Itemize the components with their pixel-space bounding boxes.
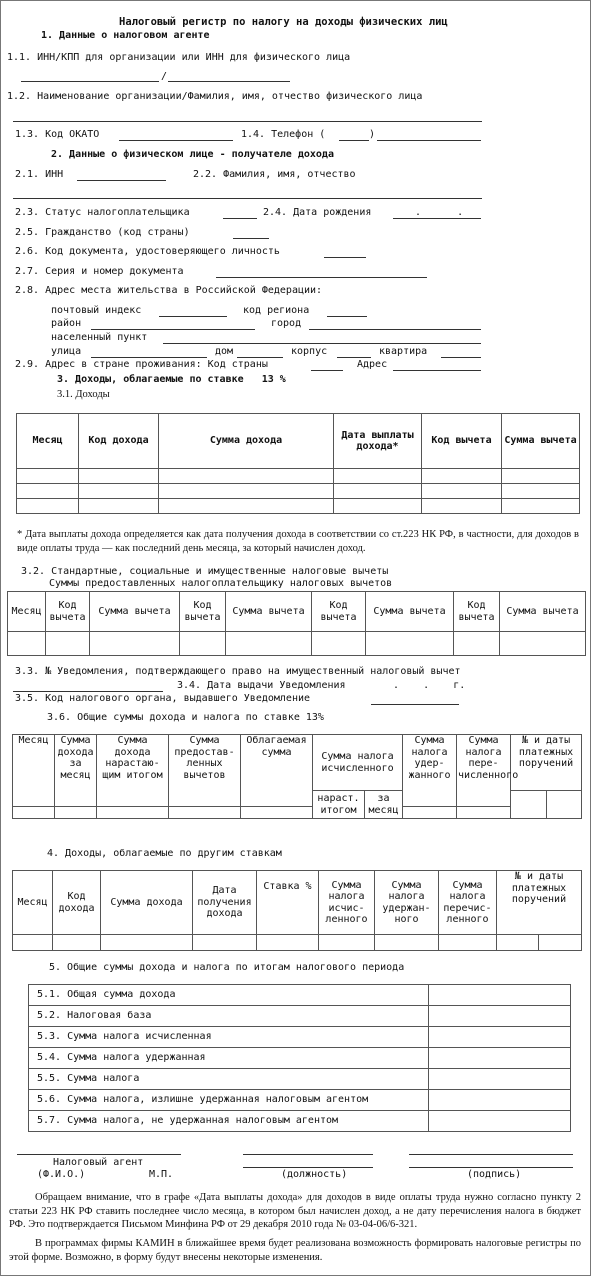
payment-date-footnote: * Дата выплаты дохода определяется как дата получения дохода в соответствии со ст.223 НК РФ, в частности, для доходов в виде оплаты труда — как последний день месяца, за который начислен доход.	[17, 529, 579, 554]
okato-input-line[interactable]	[119, 140, 233, 141]
col-deduction-sum: Сумма вычета	[502, 414, 580, 469]
col-deduction-sum: Сумма вычета	[226, 592, 312, 632]
table-row	[8, 632, 586, 656]
col-deduction-sum: Сумма вычета	[90, 592, 180, 632]
doc-code-input-line[interactable]	[324, 257, 366, 258]
section-1-heading: 1. Данные о налоговом агенте	[41, 30, 210, 41]
notification-date-dots: . . г.	[393, 680, 466, 691]
phone-input-line[interactable]	[377, 140, 481, 141]
row-total-income: 5.1. Общая сумма дохода	[29, 985, 429, 1006]
col-deduction-code: Код вычета	[312, 592, 366, 632]
table-row	[17, 469, 580, 484]
deductions-table	[7, 591, 586, 656]
col-cumulative-tax: нараст. итогом	[313, 791, 365, 819]
table-row	[17, 484, 580, 499]
field-1-2-label: 1.2. Наименование организации/Фамилия, имя, отчество физического лица	[7, 91, 423, 102]
col-income-sum: Сумма дохода	[101, 871, 193, 935]
field-2-3-label: 2.3. Статус налогоплательщика	[15, 207, 190, 218]
col-payment-orders: № и даты платежных поручений	[497, 871, 582, 935]
col-deduction-code: Код вычета	[454, 592, 500, 632]
row-withheld-tax: 5.4. Сумма налога удержанная	[29, 1048, 429, 1069]
postal-code-label: почтовый индекс	[51, 305, 142, 316]
table-row	[17, 499, 580, 514]
col-payment-date: Дата выплаты дохода*	[334, 414, 422, 469]
field-2-9-label: 2.9. Адрес в стране проживания: Код страны	[15, 359, 268, 370]
signature-caption: (подпись)	[467, 1169, 522, 1180]
col-income-code: Код дохода	[53, 871, 101, 935]
field-2-7-label: 2.7. Серия и номер документа	[15, 266, 184, 277]
col-deduction-sum: Сумма вычета	[366, 592, 454, 632]
col-cumulative-income: Сумма дохода нарастаю-щим итогом	[97, 735, 169, 807]
note-payment-date: Обращаем внимание, что в графе «Дата выплаты дохода» для доходов в виде оплаты труда нужно согласно пункту 2 статьи 223 НК РФ ставить последнее число месяца, в котором был начислен доход, а не дату перечисления налога в бюджет РФ. Это подтверждается Письмом Минфина РФ от 29 декабря 2010 года № 03-04-06/6-321.	[9, 1192, 581, 1231]
table-row	[13, 807, 582, 819]
notification-number-line[interactable]	[13, 691, 163, 692]
field-1-1-label: 1.1. ИНН/КПП для организации или ИНН для физического лица	[7, 52, 351, 63]
street-line[interactable]	[91, 357, 207, 358]
table-row	[29, 1069, 571, 1090]
agent-label: Налоговый агент	[53, 1157, 144, 1168]
col-receipt-date: Дата получения дохода	[193, 871, 257, 935]
tax-authority-code-line[interactable]	[371, 704, 459, 705]
period-totals-table	[28, 984, 571, 1132]
inn-input-line[interactable]	[21, 81, 159, 82]
col-withheld-tax: Сумма налога удержан-ного	[375, 871, 439, 935]
foreign-address-line[interactable]	[393, 370, 481, 371]
col-payment-orders: № и даты платежных поручений	[511, 735, 582, 791]
section-3-2-sublabel: Суммы предоставленных налогоплательщику налоговых вычетов	[49, 578, 393, 589]
street-label: улица	[51, 346, 82, 357]
section-3-4-label: 3.4. Дата выдачи Уведомления	[177, 680, 346, 691]
row-not-withheld-tax: 5.7. Сумма налога, не удержанная налоговым агентом	[29, 1111, 429, 1132]
table-row	[29, 1090, 571, 1111]
col-monthly-income: Сумма дохода за месяц	[55, 735, 97, 807]
col-month: Месяц	[13, 735, 55, 807]
organization-name-line[interactable]	[13, 121, 482, 122]
city-label: город	[271, 318, 302, 329]
settlement-line[interactable]	[163, 343, 481, 344]
field-2-1-label: 2.1. ИНН	[15, 169, 64, 180]
field-2-8-label: 2.8. Адрес места жительства в Российской Федерации:	[15, 285, 323, 296]
col-deduction-code: Код вычета	[46, 592, 90, 632]
birth-date-dots: . .	[415, 207, 464, 218]
position-line-top[interactable]	[243, 1154, 373, 1155]
row-tax-sum: 5.5. Сумма налога	[29, 1069, 429, 1090]
table-row	[29, 985, 571, 1006]
person-inn-line[interactable]	[77, 180, 166, 181]
col-taxable-sum: Облагаемая сумма	[241, 735, 313, 807]
signature-line[interactable]	[409, 1167, 573, 1168]
section-3-3-label: 3.3. № Уведомления, подтверждающего право на имущественный налоговый вычет	[15, 666, 461, 677]
region-code-label: код региона	[243, 305, 310, 316]
row-over-withheld-tax: 5.6. Сумма налога, излишне удержанная налоговым агентом	[29, 1090, 429, 1111]
section-3-2-label: 3.2. Стандартные, социальные и имущественные налоговые вычеты	[21, 566, 389, 577]
district-label: район	[51, 318, 82, 329]
col-income-sum: Сумма дохода	[159, 414, 334, 469]
section-3-1-label: 3.1. Доходы	[57, 389, 110, 400]
col-transferred-tax: Сумма налога перечис-ленного	[439, 871, 497, 935]
postal-code-line[interactable]	[159, 316, 227, 317]
citizenship-input-line[interactable]	[233, 238, 269, 239]
section-5-heading: 5. Общие суммы дохода и налога по итогам налогового периода	[49, 962, 405, 973]
settlement-label: населенный пункт	[51, 332, 148, 343]
person-name-line[interactable]	[13, 198, 482, 199]
col-income-code: Код дохода	[79, 414, 159, 469]
field-2-5-label: 2.5. Гражданство (код страны)	[15, 227, 190, 238]
building-line[interactable]	[337, 357, 371, 358]
col-month: Месяц	[13, 871, 53, 935]
position-line[interactable]	[243, 1167, 373, 1168]
note-kamin-programs: В программах фирмы КАМИН в ближайшее время будет реализована возможность формировать налоговые регистры по этой форме. Возможно, в форму будут внесены некоторые изменения.	[9, 1238, 581, 1263]
page-title: Налоговый регистр по налогу на доходы физических лиц	[119, 16, 448, 28]
table-row	[29, 1111, 571, 1132]
region-code-line[interactable]	[327, 316, 367, 317]
apartment-line[interactable]	[441, 357, 481, 358]
table-row	[29, 1027, 571, 1048]
table-row	[29, 1048, 571, 1069]
apartment-label: квартира	[379, 346, 428, 357]
field-2-6-label: 2.6. Код документа, удостоверяющего личность	[15, 246, 280, 257]
table-row	[29, 1006, 571, 1027]
col-deduction-code: Код вычета	[180, 592, 226, 632]
col-transferred-tax: Сумма налога пере-численного	[457, 735, 511, 807]
table-row	[13, 935, 582, 951]
field-1-3-label: 1.3. Код ОКАТО	[15, 129, 100, 140]
section-2-heading: 2. Данные о физическом лице - получателе дохода	[51, 149, 334, 160]
foreign-address-label: Адрес	[357, 359, 388, 370]
income-table	[16, 413, 580, 514]
other-rates-table	[12, 870, 582, 951]
phone-paren-close: )	[369, 129, 376, 140]
foreign-country-code-line[interactable]	[311, 370, 343, 371]
slash-separator: /	[161, 71, 168, 82]
col-deduction-sum: Сумма вычета	[500, 592, 586, 632]
col-month: Месяц	[17, 414, 79, 469]
section-4-heading: 4. Доходы, облагаемые по другим ставкам	[47, 848, 282, 859]
totals-13-table	[12, 734, 582, 819]
row-tax-base: 5.2. Налоговая база	[29, 1006, 429, 1027]
col-provided-deductions: Сумма предостав-ленных вычетов	[169, 735, 241, 807]
section-3-5-label: 3.5. Код налогового органа, выдавшего Уведомление	[15, 693, 311, 704]
district-line[interactable]	[91, 329, 255, 330]
house-line[interactable]	[237, 357, 283, 358]
phone-code-line[interactable]	[339, 140, 369, 141]
kpp-input-line[interactable]	[168, 81, 290, 82]
field-2-4-label: 2.4. Дата рождения	[263, 207, 372, 218]
house-label: дом	[215, 346, 234, 357]
section-3-6-label: 3.6. Общие суммы дохода и налога по ставке 13%	[47, 712, 324, 723]
signature-line-top[interactable]	[409, 1154, 573, 1155]
building-label: корпус	[291, 346, 328, 357]
agent-name-line[interactable]	[17, 1154, 181, 1155]
col-calculated-tax: Сумма налога исчис-ленного	[319, 871, 375, 935]
col-withheld-tax: Сумма налога удер-жанного	[403, 735, 457, 807]
col-monthly-tax: за месяц	[365, 791, 403, 819]
city-line[interactable]	[309, 329, 481, 330]
col-calculated-tax: Сумма налога исчисленного	[313, 735, 403, 791]
col-deduction-code: Код вычета	[422, 414, 502, 469]
position-caption: (должность)	[281, 1169, 348, 1180]
col-month: Месяц	[8, 592, 46, 632]
status-input-line[interactable]	[223, 218, 257, 219]
section-3-heading: 3. Доходы, облагаемые по ставке 13 %	[57, 374, 286, 385]
row-calculated-tax: 5.3. Сумма налога исчисленная	[29, 1027, 429, 1048]
field-2-2-label: 2.2. Фамилия, имя, отчество	[193, 169, 356, 180]
doc-number-input-line[interactable]	[216, 277, 427, 278]
field-1-4-label: 1.4. Телефон (	[241, 129, 326, 140]
col-rate: Ставка %	[257, 871, 319, 935]
stamp-caption: М.П.	[149, 1169, 174, 1180]
fio-caption: (Ф.И.О.)	[37, 1169, 86, 1180]
